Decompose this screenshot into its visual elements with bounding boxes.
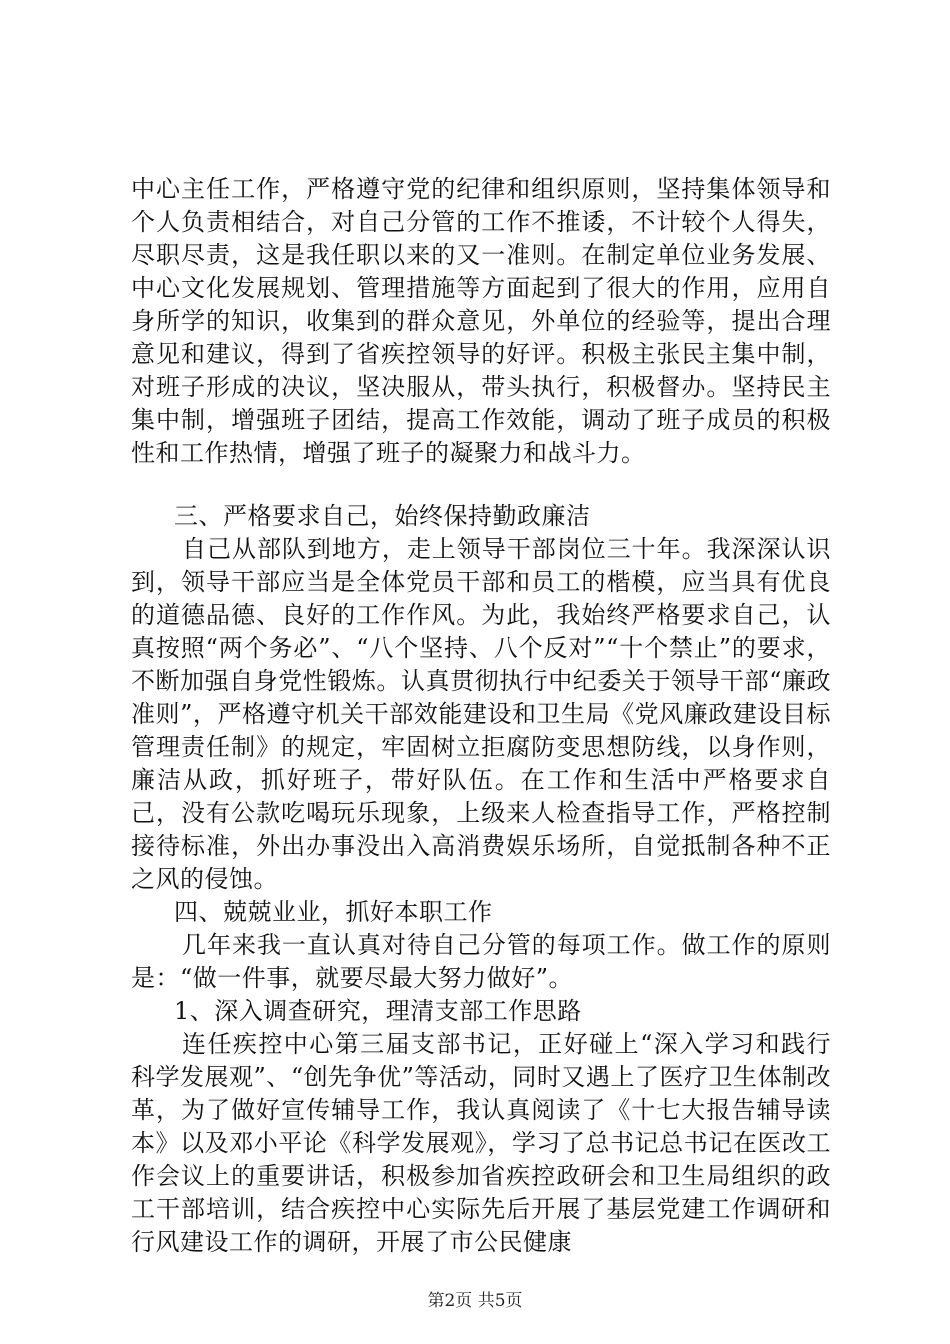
paragraph-research: 连任疾控中心第三届支部书记，正好碰上“深入学习和践行科学发展观”、“创先争优”等活动，同时又遇上了医疗卫生体制改革，为了做好宣传辅导工作，我认真阅读了《十七大报告辅导读本》以及邓小平论《科学发展观》，学习了总书记总书记在医改工作会议上的重要讲话，积极参加省疾控政研会和卫生局组织的政工干部培训，结合疾控中心实际先后开展了基层党建工作调研和行风建设工作的调研，开展了市公民健康 xyxy=(131,1030,831,1256)
page-number-footer: 第2页 共5页 xyxy=(427,1291,523,1311)
paragraph-integrity: 自己从部队到地方，走上领导干部岗位三十年。我深深认识到，领导干部应当是全体党员干部和员工的楷模，应当具有优良的道德品德、良好的工作作风。为此，我始终严格要求自己，认真按照“两个务必”、“八个坚持、八个反对”“十个禁止”的要求，不断加强自身党性锻炼。认真贯彻执行中纪委关于领导干部“廉政准则”，严格遵守机关干部效能建设和卫生局《党风廉政建设目标管理责任制》的规定，牢固树立拒腐防变思想防线，以身作则，廉洁从政，抓好班子，带好队伍。在工作和生活中严格要求自己，没有公款吃喝玩乐现象，上级来人检查指导工作，严格控制接待标准，外出办事没出入高消费娱乐场所，自觉抵制各种不正之风的侵蚀。 xyxy=(131,535,831,893)
paragraph-leadership: 中心主任工作，严格遵守党的纪律和组织原则，坚持集体领导和个人负责相结合，对自己分管的工作不推诿，不计较个人得失，尽职尽责，这是我任职以来的又一准则。在制定单位业务发展、中心文化发展规划、管理措施等方面起到了很大的作用，应用自身所学的知识，收集到的群众意见，外单位的经验等，提出合理意见和建议，得到了省疾控领导的好评。积极主张民主集中制，对班子形成的决议，坚决服从，带头执行，积极督办。坚持民主集中制，增强班子团结，提高工作效能，调动了班子成员的积极性和工作热情，增强了班子的凝聚力和战斗力。 xyxy=(131,175,831,467)
subsection-heading-one: 1、深入调查研究，理清支部工作思路 xyxy=(174,997,582,1025)
document-body xyxy=(131,173,831,1259)
paragraph-work-principle: 几年来我一直认真对待自己分管的每项工作。做工作的原则是：“做一件事，就要尽最大努力做好”。 xyxy=(131,931,831,992)
section-heading-four: 四、兢兢业业，抓好本职工作 xyxy=(174,898,493,926)
paragraph-gap xyxy=(131,470,831,500)
section-heading-three: 三、严格要求自己，始终保持勤政廉洁 xyxy=(174,502,591,530)
